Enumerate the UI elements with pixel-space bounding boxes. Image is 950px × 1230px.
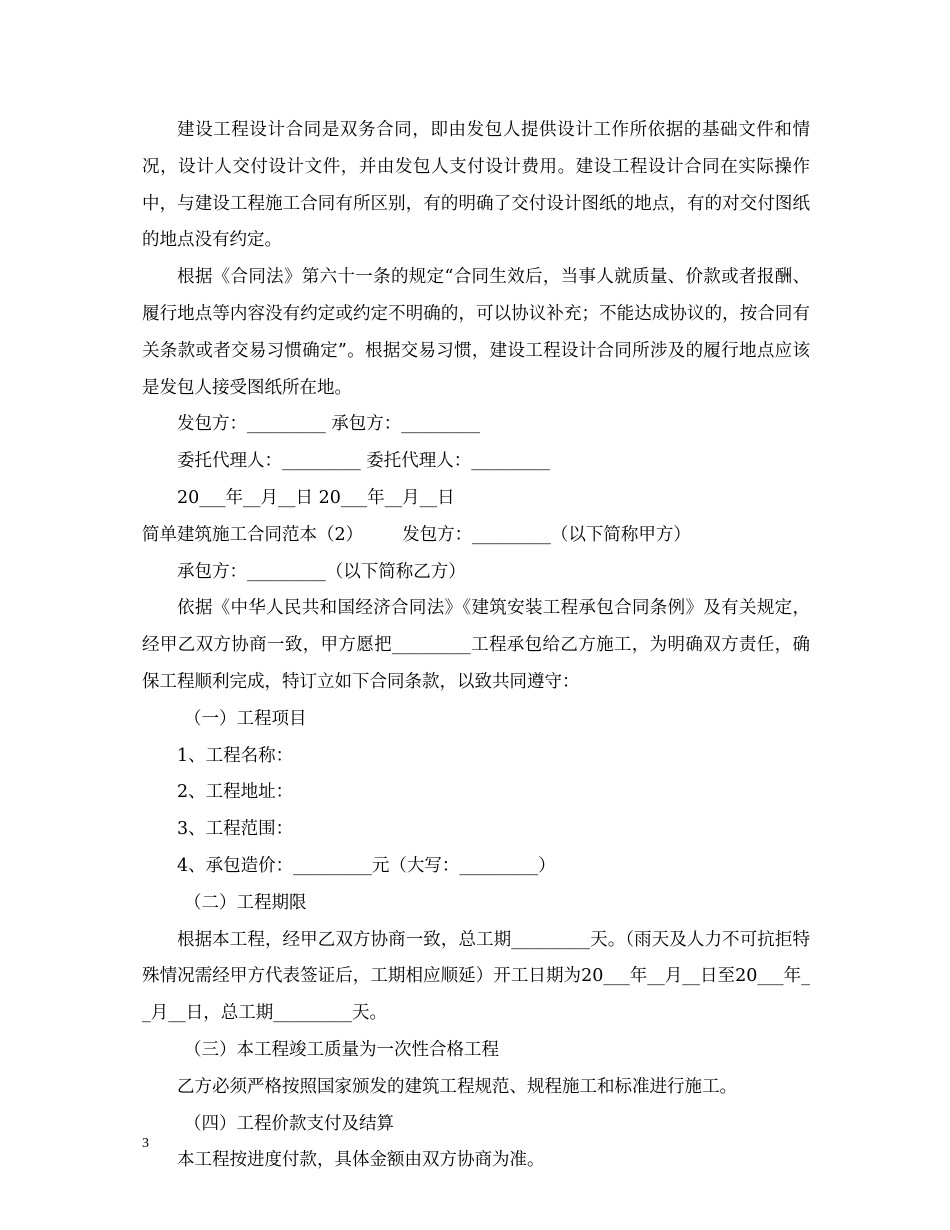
document-body [142, 112, 810, 1179]
contract-title-line: 简单建筑施工合同范本（2） 发包方：_________（以下简称甲方） [142, 524, 691, 545]
paragraph-contract-law: 根据《合同法》第六十一条的规定“合同生效后，当事人就质量、价款或者报酬、履行地点等内容没有约定或约定不明确的，可以协议补充；不能达成协议的，按合同有关条款或者交易习惯确定”。根据交易习惯，建设工程设计合同所涉及的履行地点应该是发包人接受图纸所在地。 [142, 267, 810, 398]
signature-line-agents: 委托代理人：_________ 委托代理人：_________ [177, 451, 551, 472]
paragraph-quality: 乙方必须严格按照国家颁发的建筑工程规范、规程施工和标准进行施工。 [177, 1076, 737, 1097]
section-heading-project: （一）工程项目 [184, 708, 307, 729]
paragraph-design-contract: 建设工程设计合同是双务合同，即由发包人提供设计工作所依据的基础文件和情况，设计人交付设计文件，并由发包人支付设计费用。建设工程设计合同在实际操作中，与建设工程施工合同有所区别，有的明确了交付设计图纸的地点，有的对交付图纸的地点没有约定。 [142, 120, 810, 251]
section-heading-period: （二）工程期限 [184, 892, 307, 913]
section-heading-quality: （三）本工程竣工质量为一次性合格工程 [184, 1039, 499, 1060]
paragraph-intro: 依据《中华人民共和国经济合同法》《建筑安装工程承包合同条例》及有关规定，经甲乙双方协商一致，甲方愿把_________工程承包给乙方施工，为明确双方责任，确保工程顺利完成，特订立如下合同条款，以致共同遵守： [142, 598, 810, 692]
paragraph-period: 根据本工程，经甲乙双方协商一致，总工期_________天。（雨天及人力不可抗拒特殊情况需经甲方代表签证后，工期相应顺延）开工日期为20___年__月__日至20___年__月__日，总工期_________天。 [142, 929, 810, 1024]
page-number: 3 [142, 1136, 149, 1151]
list-item-project-scope: 3、工程范围： [177, 819, 294, 840]
section-heading-payment: （四）工程价款支付及结算 [184, 1113, 394, 1134]
list-item-project-address: 2、工程地址： [177, 782, 294, 803]
signature-line-dates: 20___年__月__日 20___年__月__日 [177, 487, 455, 508]
contractor-line: 承包方：_________（以下简称乙方） [177, 561, 466, 582]
paragraph-payment: 本工程按进度付款，具体金额由双方协商为准。 [177, 1150, 545, 1171]
signature-line-parties: 发包方：_________ 承包方：_________ [177, 414, 481, 435]
list-item-contract-price: 4、承包造价：_________元（大写：_________） [177, 855, 556, 876]
list-item-project-name: 1、工程名称： [177, 745, 294, 766]
